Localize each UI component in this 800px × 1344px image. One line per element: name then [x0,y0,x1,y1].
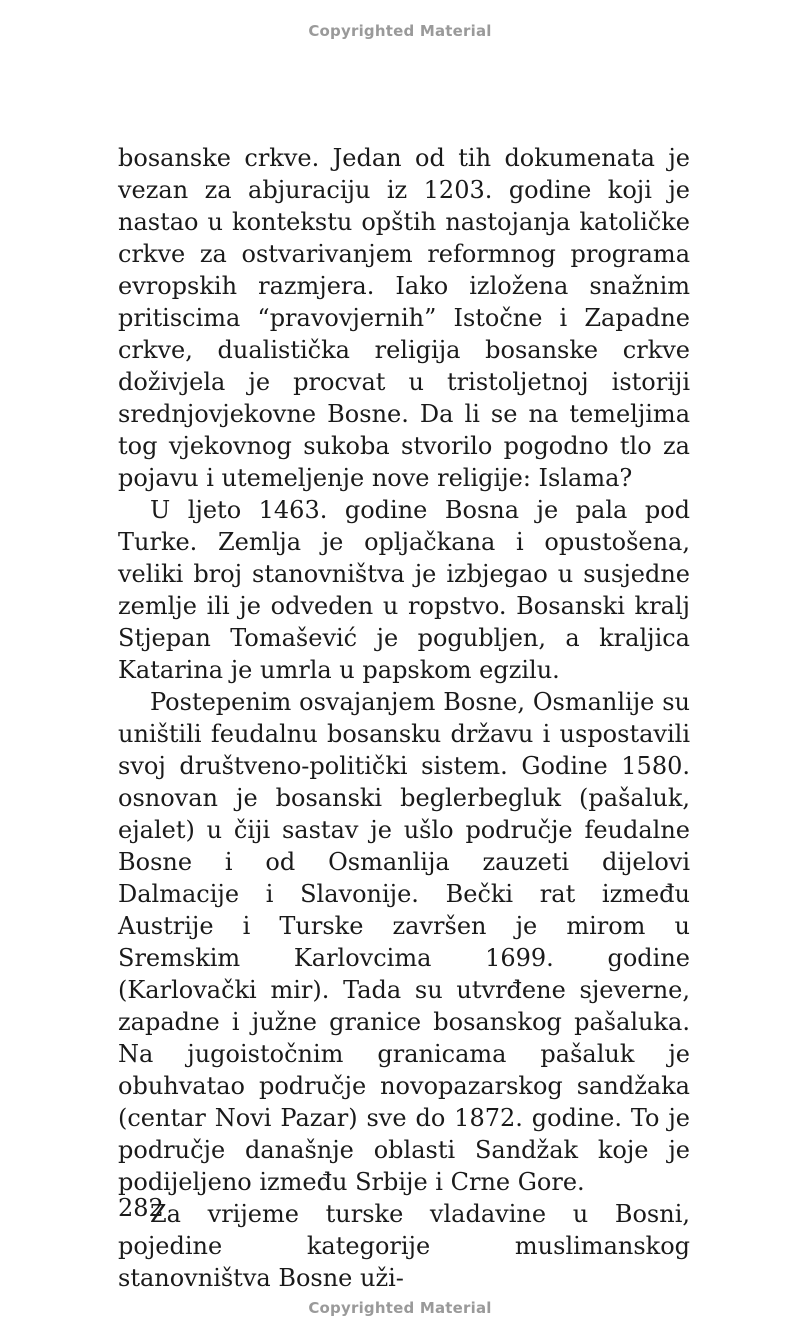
paragraph-4: Za vrijeme turske vladavine u Bosni, pojedine kategorije muslimanskog stanovništva Bosne uži- [118,1200,690,1292]
body-text [118,142,690,1294]
paragraph-3: Postepenim osvajanjem Bosne, Osmanlije su uništili feudalnu bosansku državu i uspostavili svoj društveno-politički sistem. Godine 1580. osnovan je bosanski beglerbegluk (pašaluk, ejalet) u čiji sastav je ušlo područje feudalne Bosne i od Osmanlija zauzeti dijelovi Dalmacije i Slavonije. Bečki rat između Austrije i Turske završen je mirom u Sremskim Karlovcima 1699. godine (Karlovački mir). Tada su utvrđene sjeverne, zapadne i južne granice bosanskog pašaluka. Na jugoistočnim granicama pašaluk je obuhvatao područje novopazarskog sandžaka (centar Novi Pazar) sve do 1872. godine. To je područje današnje oblasti Sandžak koje je podijeljeno između Srbije i Crne Gore. [118,688,690,1196]
copyright-watermark-bottom: Copyrighted Material [308,1299,492,1317]
copyright-watermark-top: Copyrighted Material [308,22,492,40]
paragraph-2: U ljeto 1463. godine Bosna je pala pod Turke. Zemlja je opljačkana i opustošena, veliki broj stanovništva je izbjegao u susjedne zemlje ili je odveden u ropstvo. Bosanski kralj Stjepan Tomašević je pogubljen, a kraljica Katarina je umrla u papskom egzilu. [118,496,690,684]
page-number: 282 [118,1194,164,1222]
paragraph-1: bosanske crkve. Jedan od tih dokumenata je vezan za abjuraciju iz 1203. godine koji je nastao u kontekstu opštih nastojanja katoličke crkve za ostvarivanjem reformnog programa evropskih razmjera. Iako izložena snažnim pritiscima “pravovjernih” Istočne i Zapadne crkve, dualistička religija bosanske crkve doživjela je procvat u tristoljetnoj istoriji srednjovjekovne Bosne. Da li se na temeljima tog vjekovnog sukoba stvorilo pogodno tlo za pojavu i utemeljenje nove religije: Islama? [118,144,690,492]
